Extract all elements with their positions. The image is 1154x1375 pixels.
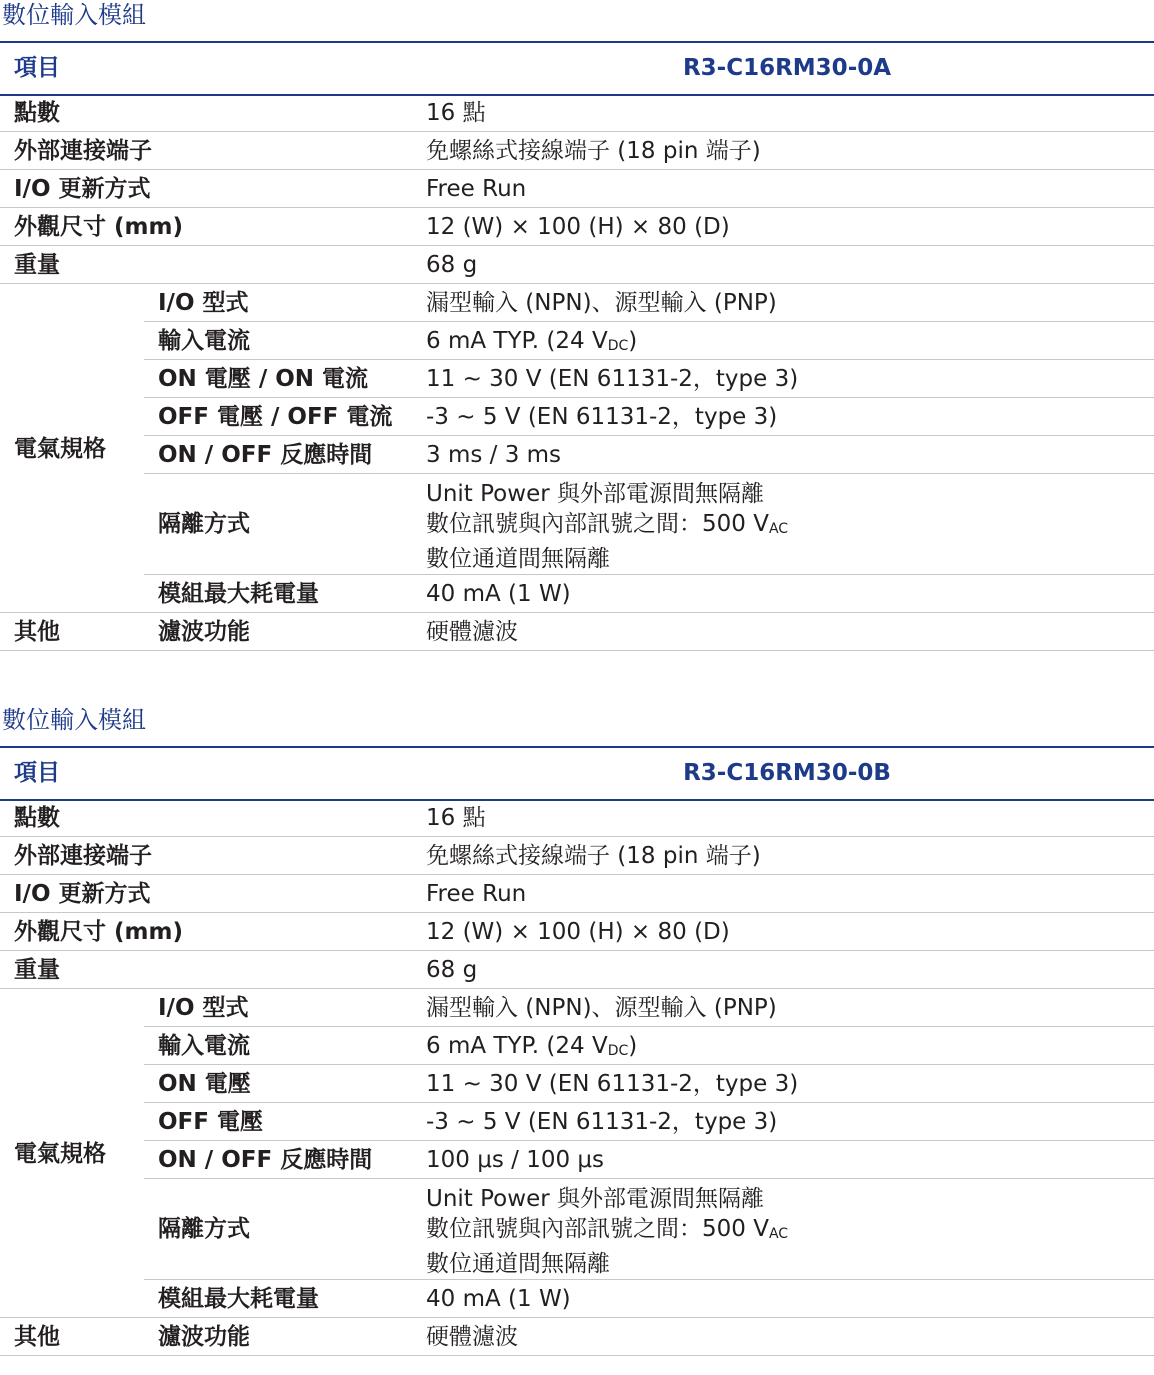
row-value: 硬體濾波 [426, 619, 518, 645]
row-value: 硬體濾波 [426, 1324, 518, 1350]
row-label: OFF 電壓 / OFF 電流 [158, 404, 393, 430]
row-value: 16 點 [426, 100, 486, 126]
section-title: 數位輸入模組 [2, 1, 146, 29]
row-value: 免螺絲式接線端子 (18 pin 端子) [426, 138, 761, 164]
table-row-update [0, 875, 1154, 913]
table-header [0, 746, 1154, 801]
row-value: 100 μs / 100 μs [426, 1147, 605, 1173]
row-value: 漏型輸入 (NPN)、源型輸入 (PNP) [426, 995, 777, 1021]
isolation-line-2 [426, 1214, 788, 1249]
table-row-input-current [0, 1027, 1154, 1065]
row-value [426, 479, 788, 574]
group-label-other: 其他 [14, 1324, 60, 1350]
isolation-line-2 [426, 509, 788, 544]
row-label: 輸入電流 [158, 1033, 250, 1059]
row-label: I/O 型式 [158, 290, 249, 316]
row-label: 隔離方式 [158, 1216, 250, 1242]
row-label: 輸入電流 [158, 328, 250, 354]
row-label: 模組最大耗電量 [158, 1286, 319, 1312]
table-row-weight [0, 246, 1154, 284]
isolation-line-2-text: 數位訊號與內部訊號之間：500 V [426, 1216, 769, 1242]
row-value: Free Run [426, 176, 527, 202]
table-row-power [0, 575, 1154, 613]
row-label: ON / OFF 反應時間 [158, 442, 373, 468]
value-suffix: ) [628, 1033, 638, 1059]
row-label: I/O 更新方式 [14, 881, 151, 907]
row-value: 40 mA (1 W) [426, 581, 571, 607]
table-row-update [0, 170, 1154, 208]
value-suffix: ) [628, 328, 638, 354]
value-text: 6 mA TYP. (24 V [426, 1033, 608, 1059]
isolation-line-1: Unit Power 與外部電源間無隔離 [426, 481, 764, 507]
spec-section-b [0, 705, 1154, 1365]
table-row-off-voltage [0, 398, 1154, 436]
row-value: 40 mA (1 W) [426, 1286, 571, 1312]
table-row-power [0, 1280, 1154, 1318]
row-label: ON 電壓 [158, 1071, 251, 1097]
value-subscript: DC [607, 338, 629, 354]
header-model-name: R3-C16RM30-0A [682, 55, 892, 81]
row-value: 免螺絲式接線端子 (18 pin 端子) [426, 843, 761, 869]
row-value: 12 (W) × 100 (H) × 80 (D) [426, 214, 730, 240]
row-value: 漏型輸入 (NPN)、源型輸入 (PNP) [426, 290, 777, 316]
row-label: 外觀尺寸 (mm) [14, 919, 183, 945]
isolation-line-3: 數位通道間無隔離 [426, 1251, 610, 1277]
table-row-isolation [0, 474, 1154, 575]
row-value: 11 ~ 30 V (EN 61131-2，type 3) [426, 1071, 799, 1097]
row-divider [0, 1355, 1154, 1356]
row-value: 68 g [426, 252, 478, 278]
row-value: 12 (W) × 100 (H) × 80 (D) [426, 919, 730, 945]
header-model-name: R3-C16RM30-0B [683, 760, 891, 786]
table-row-weight [0, 951, 1154, 989]
row-label: 模組最大耗電量 [158, 581, 319, 607]
group-label-electrical: 電氣規格 [14, 436, 106, 462]
row-value: 11 ~ 30 V (EN 61131-2，type 3) [426, 366, 799, 392]
table-row-on-voltage [0, 1065, 1154, 1103]
table-row-points [0, 94, 1154, 132]
table-row-io-type [0, 989, 1154, 1027]
table-row-input-current [0, 322, 1154, 360]
value-subscript: DC [607, 1043, 629, 1059]
table-row-isolation [0, 1179, 1154, 1280]
value-text: 6 mA TYP. (24 V [426, 328, 608, 354]
row-value: 68 g [426, 957, 478, 983]
table-row-response-time [0, 436, 1154, 474]
row-label: 外觀尺寸 (mm) [14, 214, 183, 240]
group-label-other: 其他 [14, 619, 60, 645]
row-label: 外部連接端子 [14, 138, 152, 164]
table-header [0, 41, 1154, 96]
row-label: 重量 [14, 957, 60, 983]
row-label: ON 電壓 / ON 電流 [158, 366, 369, 392]
table-row-off-voltage [0, 1103, 1154, 1141]
row-label: 濾波功能 [158, 1324, 250, 1350]
row-label: OFF 電壓 [158, 1109, 263, 1135]
table-row-terminal [0, 132, 1154, 170]
row-divider [0, 650, 1154, 651]
row-label: 點數 [14, 100, 60, 126]
table-row-response-time [0, 1141, 1154, 1179]
row-value: Free Run [426, 881, 527, 907]
value-subscript: AC [768, 521, 789, 537]
table-row-on-voltage [0, 360, 1154, 398]
row-value: 16 點 [426, 805, 486, 831]
isolation-line-1: Unit Power 與外部電源間無隔離 [426, 1186, 764, 1212]
spec-table [0, 746, 1154, 1350]
header-item-label: 項目 [14, 55, 60, 81]
row-label: I/O 型式 [158, 995, 249, 1021]
row-value: -3 ~ 5 V (EN 61131-2，type 3) [426, 1109, 778, 1135]
row-label: 濾波功能 [158, 619, 250, 645]
row-value [426, 1184, 788, 1279]
isolation-line-2-text: 數位訊號與內部訊號之間：500 V [426, 511, 769, 537]
header-item-label: 項目 [14, 760, 60, 786]
table-row-dimensions [0, 208, 1154, 246]
group-label-electrical: 電氣規格 [14, 1141, 106, 1167]
table-row-terminal [0, 837, 1154, 875]
row-label: I/O 更新方式 [14, 176, 151, 202]
row-label: ON / OFF 反應時間 [158, 1147, 373, 1173]
table-row-io-type [0, 284, 1154, 322]
spec-section-a [0, 0, 1154, 660]
isolation-line-3: 數位通道間無隔離 [426, 546, 610, 572]
section-title: 數位輸入模組 [2, 706, 146, 734]
table-row-filter [0, 613, 1154, 651]
spec-table [0, 41, 1154, 645]
table-row-points [0, 799, 1154, 837]
table-row-filter [0, 1318, 1154, 1356]
row-value: -3 ~ 5 V (EN 61131-2，type 3) [426, 404, 778, 430]
row-label: 隔離方式 [158, 511, 250, 537]
row-value: 3 ms / 3 ms [426, 442, 562, 468]
row-label: 重量 [14, 252, 60, 278]
value-subscript: AC [768, 1226, 789, 1242]
row-label: 外部連接端子 [14, 843, 152, 869]
row-label: 點數 [14, 805, 60, 831]
table-row-dimensions [0, 913, 1154, 951]
